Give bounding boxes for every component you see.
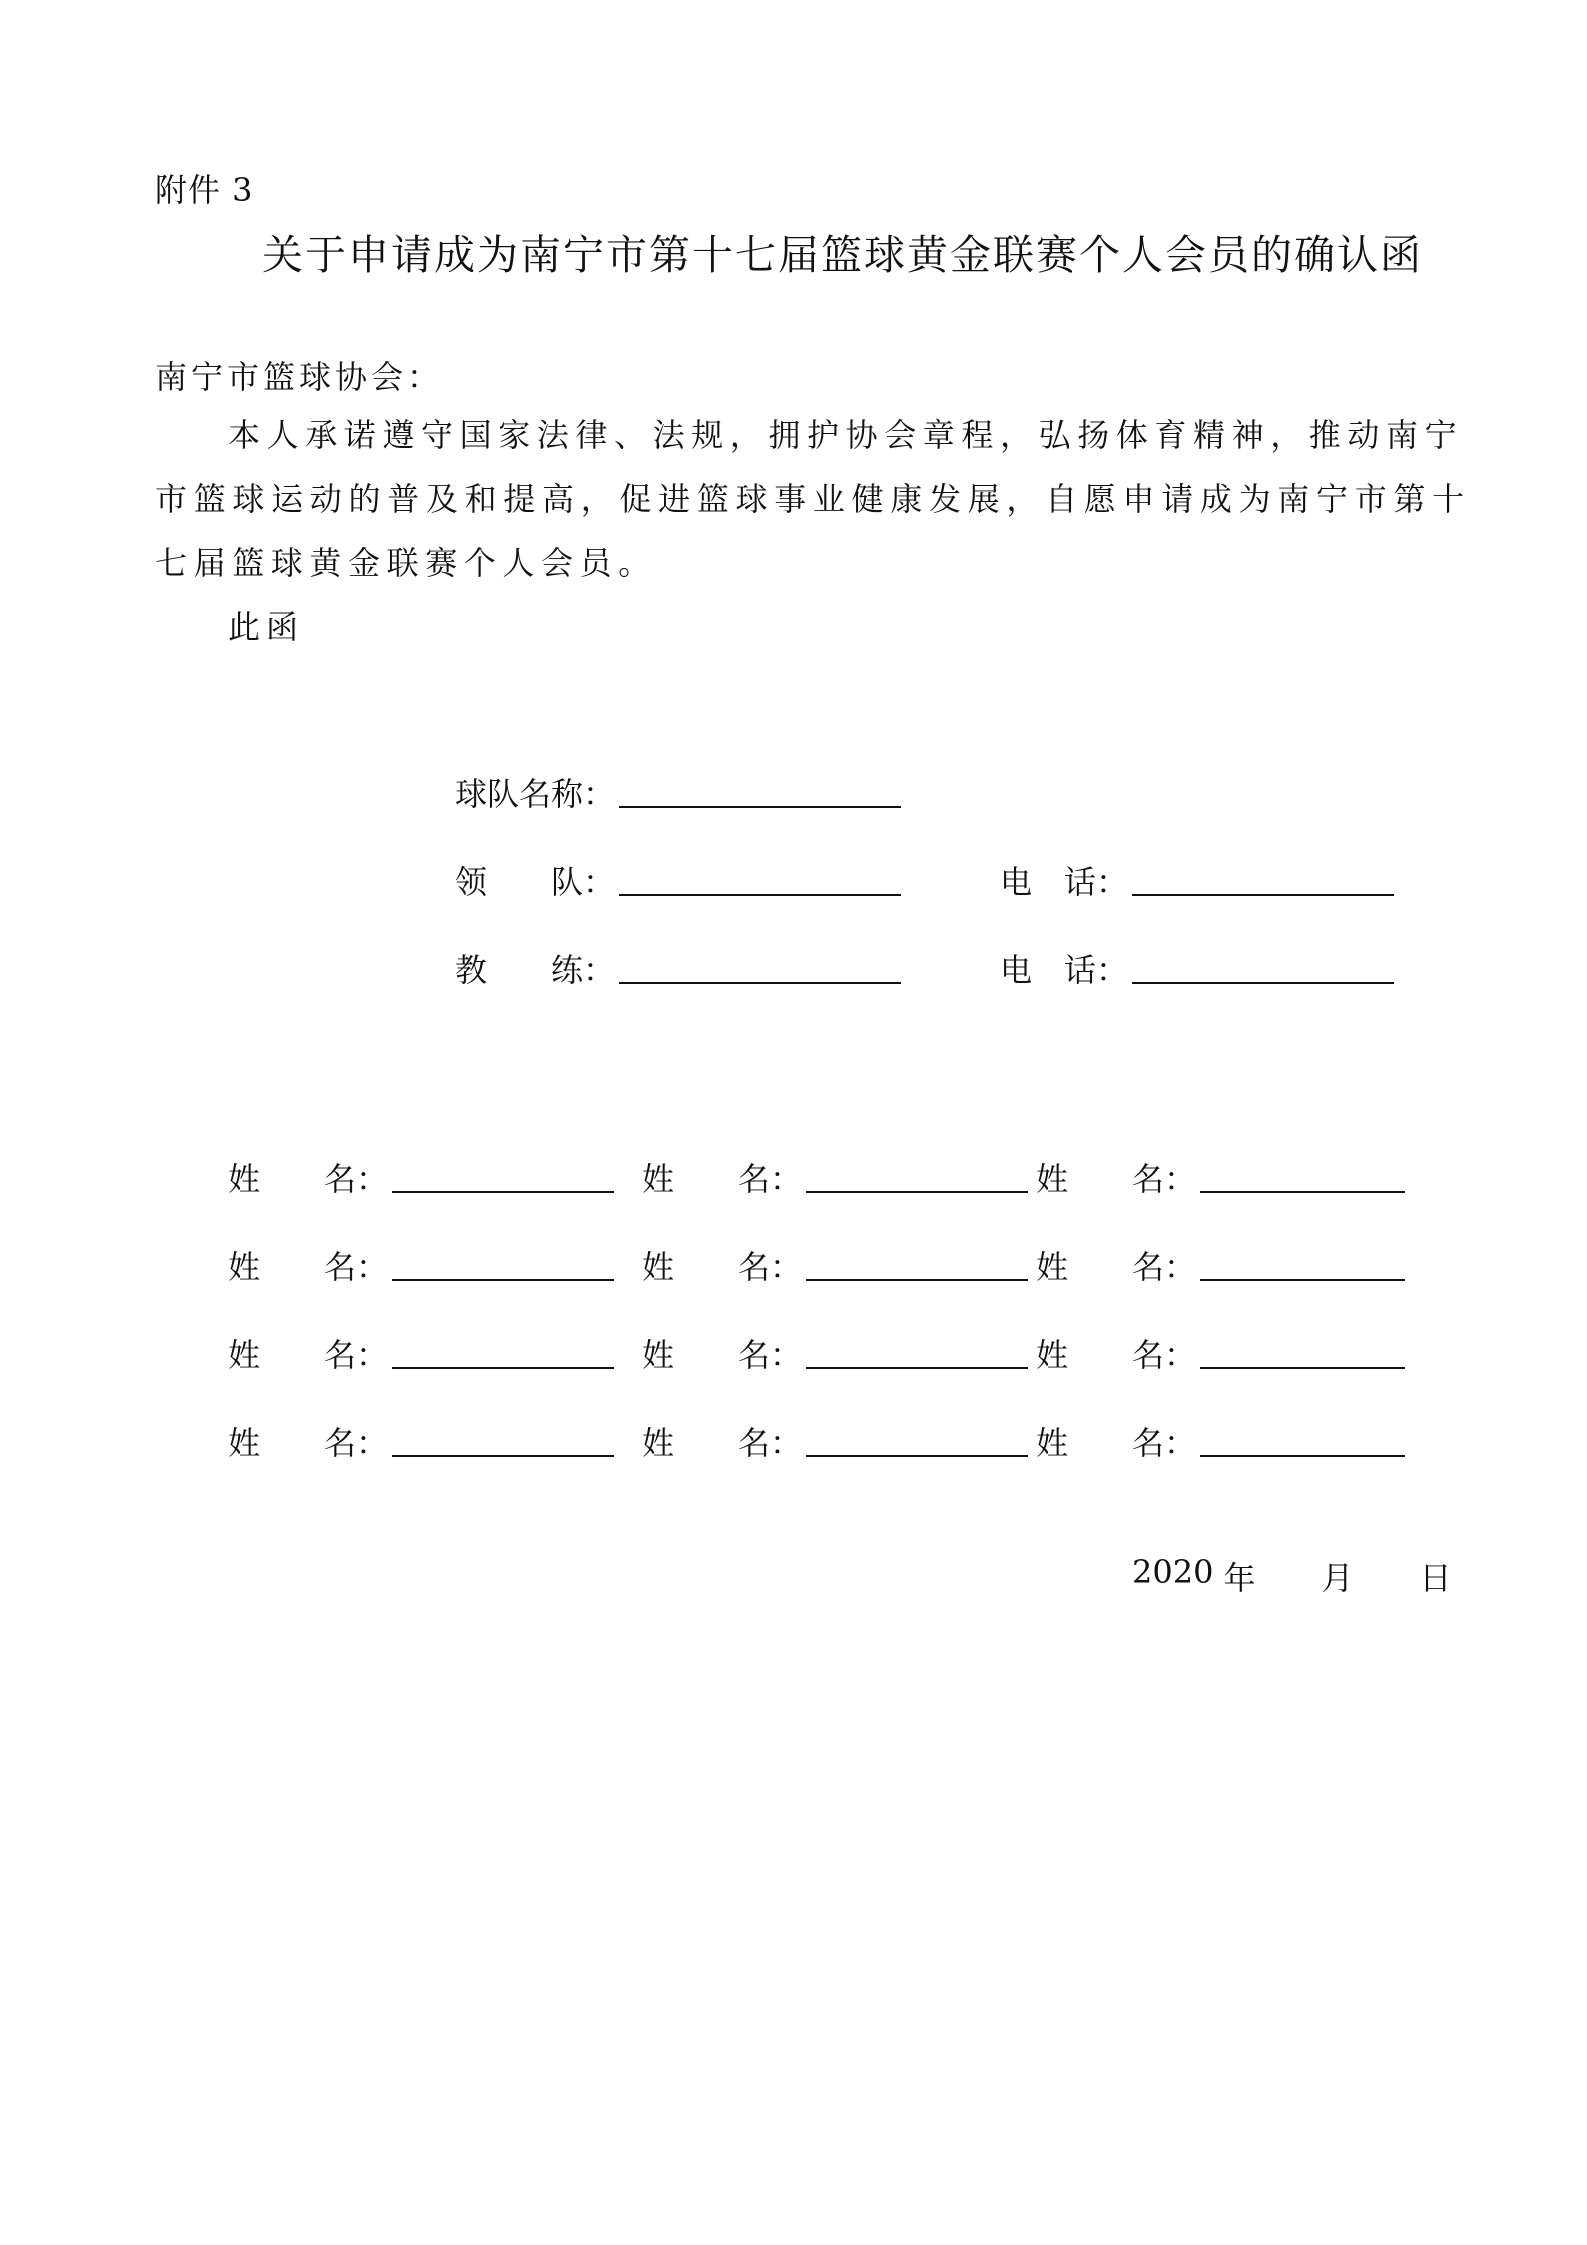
coach-phone-field xyxy=(1000,946,1394,990)
paragraph-line-2: 市篮球运动的普及和提高，促进篮球事业健康发展，自愿申请成为南宁市第十 xyxy=(155,480,1471,518)
paragraph-line-3: 七届篮球黄金联赛个人会员。 xyxy=(155,544,657,582)
leader-label: 领 队： xyxy=(455,863,616,901)
coach-blank[interactable] xyxy=(619,960,901,984)
member-name-field xyxy=(642,1419,1028,1463)
date-year: 2020 xyxy=(1132,1553,1214,1591)
team-name-label: 球队名称： xyxy=(455,775,616,813)
team-name-blank[interactable] xyxy=(619,784,901,808)
member-name-blank[interactable] xyxy=(806,1169,1028,1193)
coach-field xyxy=(455,946,901,990)
member-name-blank[interactable] xyxy=(806,1433,1028,1457)
document-title: 关于申请成为南宁市第十七届篮球黄金联赛个人会员的确认函 xyxy=(262,231,1423,279)
member-name-field xyxy=(642,1331,1028,1375)
member-name-field xyxy=(642,1155,1028,1199)
member-name-blank[interactable] xyxy=(806,1345,1028,1369)
member-name-field xyxy=(1036,1155,1405,1199)
coach-phone-label: 电 话： xyxy=(1000,951,1129,989)
member-name-label: 姓 名： xyxy=(228,1336,389,1374)
member-name-label: 姓 名： xyxy=(642,1160,803,1198)
member-name-blank[interactable] xyxy=(1200,1257,1405,1281)
coach-phone-blank[interactable] xyxy=(1132,960,1394,984)
date-line xyxy=(1132,1553,1451,1599)
member-name-blank[interactable] xyxy=(392,1257,614,1281)
attachment-label: 附件 3 xyxy=(155,171,254,209)
date-day-unit: 日 xyxy=(1419,1559,1452,1597)
member-name-label: 姓 名： xyxy=(1036,1248,1197,1286)
salutation: 南宁市篮球协会： xyxy=(155,358,444,396)
leader-field xyxy=(455,858,901,902)
member-name-field xyxy=(228,1419,614,1463)
member-name-blank[interactable] xyxy=(1200,1345,1405,1369)
member-name-blank[interactable] xyxy=(806,1257,1028,1281)
leader-phone-blank[interactable] xyxy=(1132,872,1394,896)
member-name-label: 姓 名： xyxy=(642,1248,803,1286)
paragraph-line-1: 本人承诺遵守国家法律、法规，拥护协会章程，弘扬体育精神，推动南宁 xyxy=(228,416,1464,454)
member-name-blank[interactable] xyxy=(1200,1169,1405,1193)
member-name-blank[interactable] xyxy=(392,1433,614,1457)
member-name-label: 姓 名： xyxy=(642,1424,803,1462)
leader-blank[interactable] xyxy=(619,872,901,896)
member-name-blank[interactable] xyxy=(392,1169,614,1193)
team-name-field xyxy=(455,770,901,814)
member-name-blank[interactable] xyxy=(1200,1433,1405,1457)
member-name-label: 姓 名： xyxy=(228,1424,389,1462)
date-month-unit: 月 xyxy=(1321,1559,1354,1597)
member-name-label: 姓 名： xyxy=(228,1160,389,1198)
member-name-field xyxy=(1036,1331,1405,1375)
member-name-field xyxy=(228,1155,614,1199)
coach-label: 教 练： xyxy=(455,951,616,989)
member-name-label: 姓 名： xyxy=(228,1248,389,1286)
member-name-blank[interactable] xyxy=(392,1345,614,1369)
leader-phone-label: 电 话： xyxy=(1000,863,1129,901)
member-name-field xyxy=(1036,1419,1405,1463)
member-name-field xyxy=(642,1243,1028,1287)
member-name-field xyxy=(1036,1243,1405,1287)
member-name-field xyxy=(228,1243,614,1287)
member-name-label: 姓 名： xyxy=(1036,1424,1197,1462)
date-year-unit: 年 xyxy=(1223,1559,1256,1597)
member-name-label: 姓 名： xyxy=(642,1336,803,1374)
member-name-label: 姓 名： xyxy=(1036,1160,1197,1198)
member-name-label: 姓 名： xyxy=(1036,1336,1197,1374)
closing-text: 此函 xyxy=(228,608,305,646)
leader-phone-field xyxy=(1000,858,1394,902)
member-name-field xyxy=(228,1331,614,1375)
